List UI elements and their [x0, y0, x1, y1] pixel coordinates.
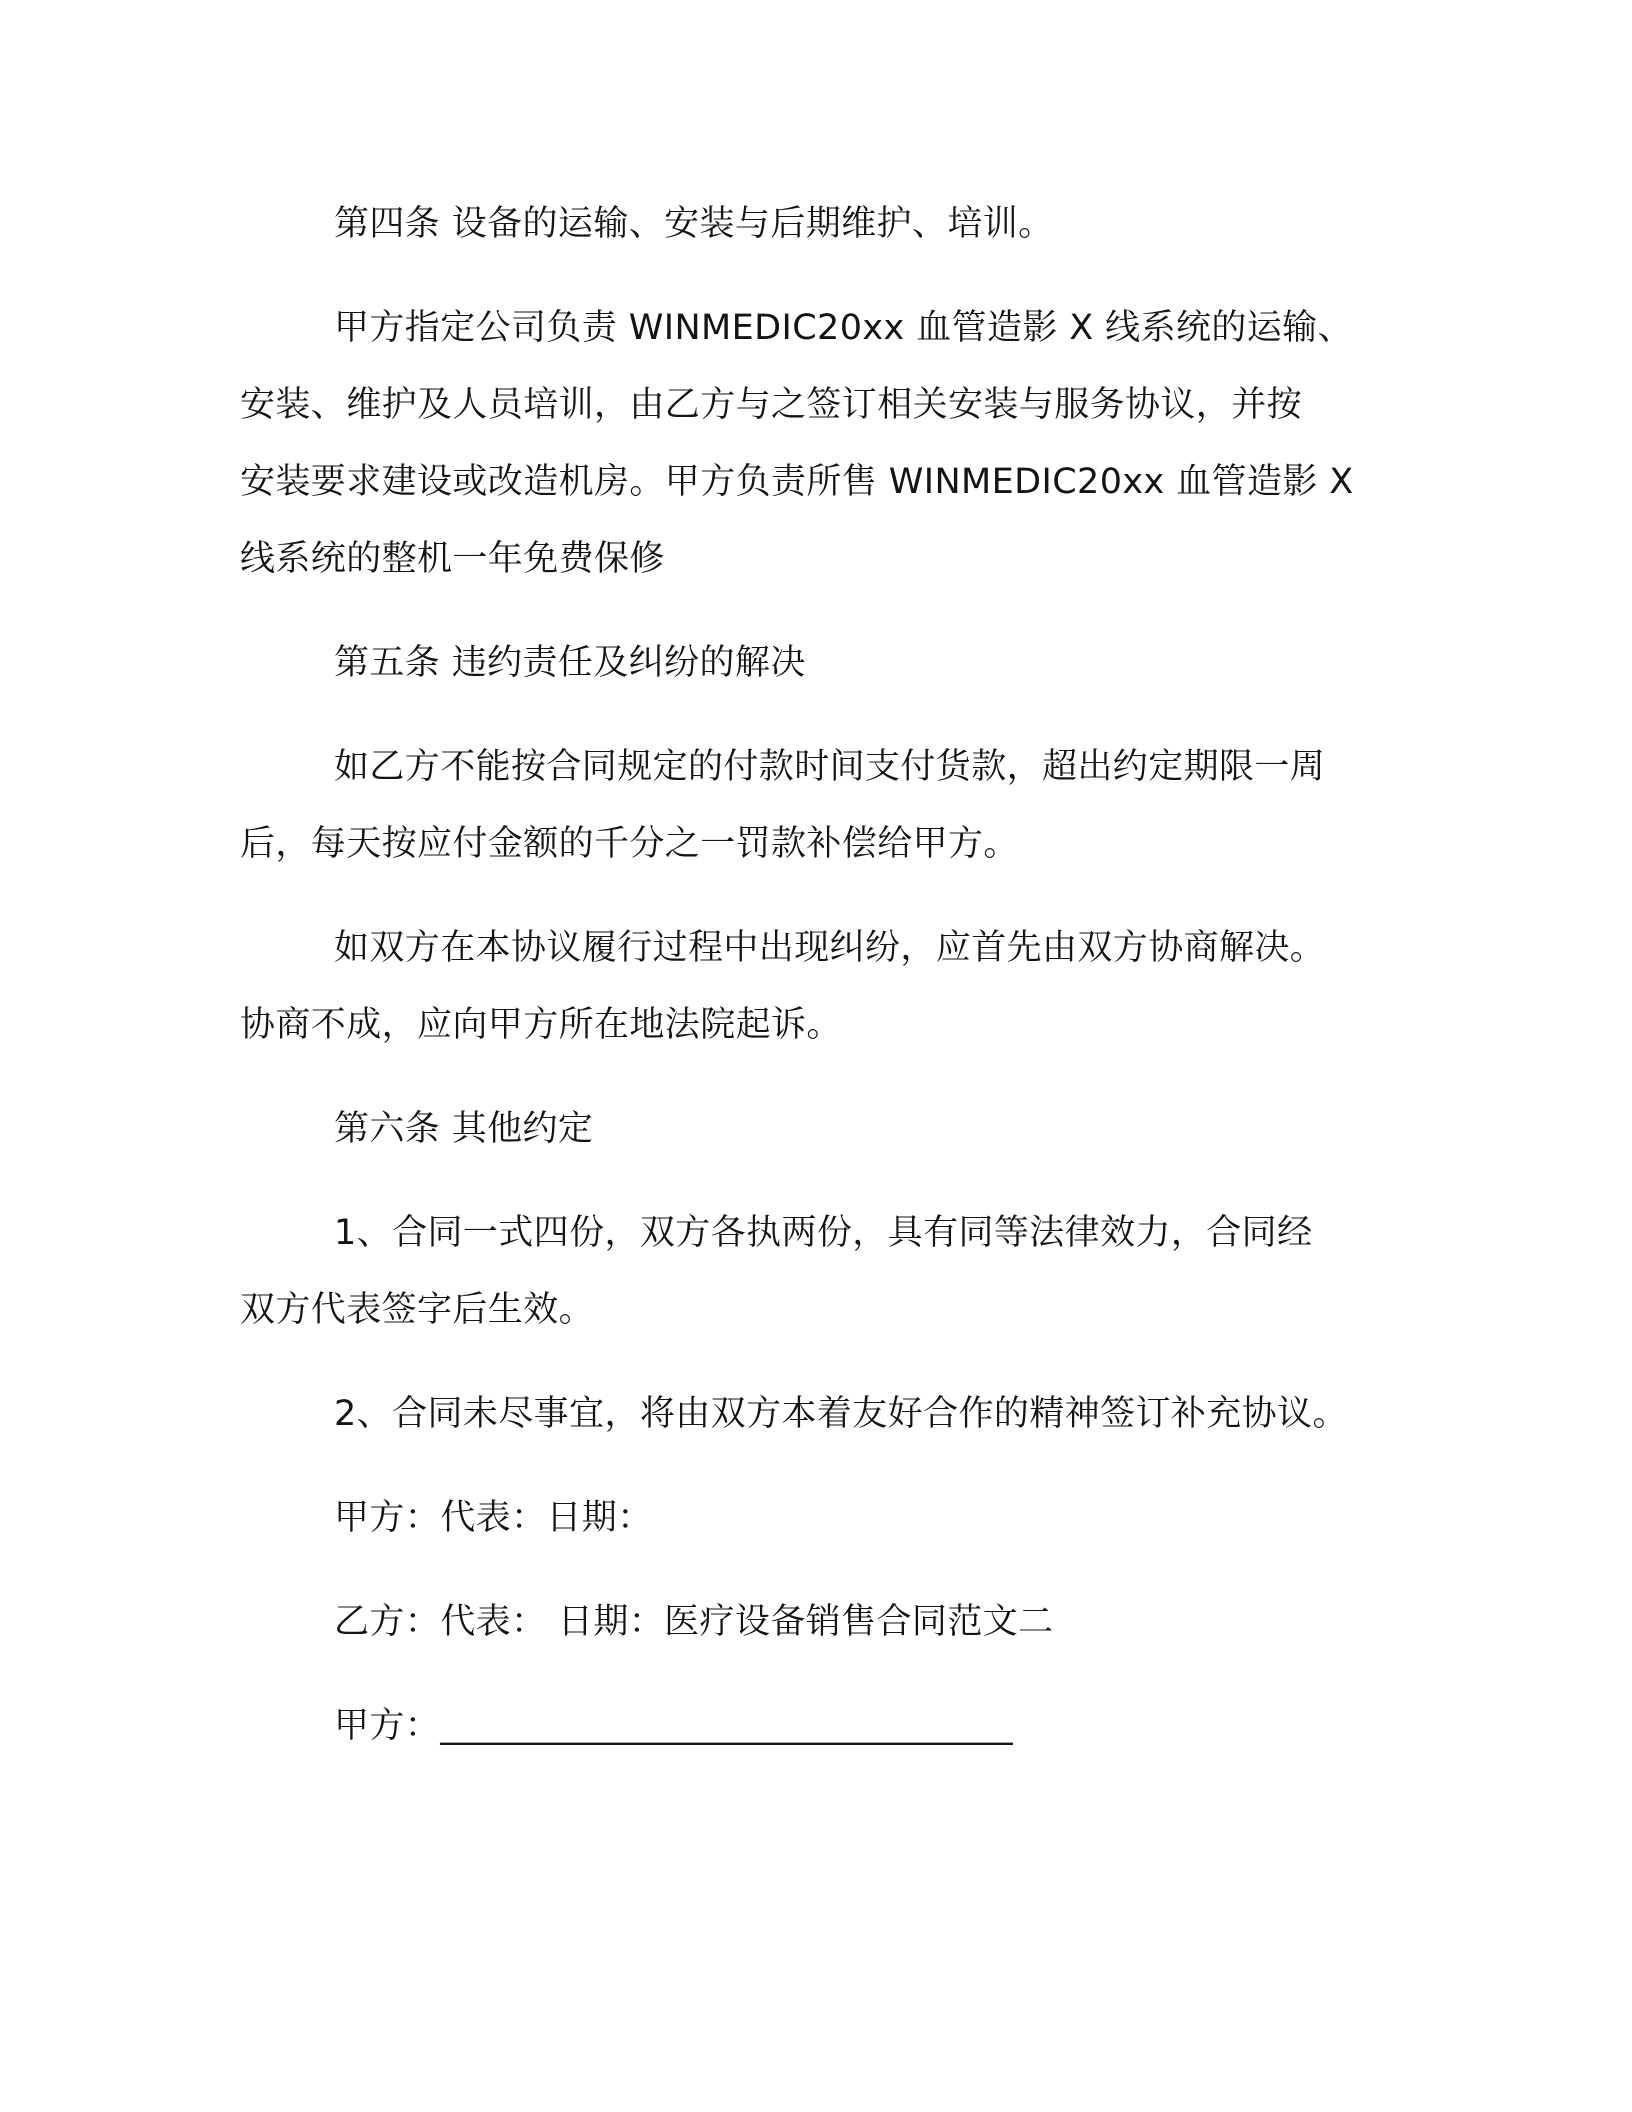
article-4-body-line: 甲方指定公司负责 WINMEDIC20xx 血管造影 X 线系统的运输、: [334, 308, 1353, 348]
article-4-title: 第四条 设备的运输、安装与后期维护、培训。: [334, 204, 1054, 244]
article-5-paragraph-1: [240, 729, 1385, 883]
party-a-blank-line: 甲方：________________________________: [334, 1706, 1014, 1746]
article-6-item-1: [240, 1195, 1385, 1349]
article-6-title: 第六条 其他约定: [334, 1109, 594, 1149]
article-4-body-line: 安装要求建设或改造机房。甲方负责所售 WINMEDIC20xx 血管造影 X: [240, 462, 1354, 502]
article-6-item-2: 2、合同未尽事宜，将由双方本着友好合作的精神签订补充协议。: [334, 1394, 1348, 1434]
article-5-title: 第五条 违约责任及纠纷的解决: [334, 643, 806, 683]
article-5-paragraph-2: [240, 910, 1385, 1064]
article-4-body-line: 安装、维护及人员培训，由乙方与之签订相关安装与服务协议，并按: [240, 385, 1303, 425]
document-body: [240, 186, 1385, 1792]
article-5-p2-line: 如双方在本协议履行过程中出现纠纷，应首先由双方协商解决。: [334, 928, 1326, 968]
article-4-body: [240, 290, 1385, 598]
party-a-signature-line: 甲方：代表：日期：: [334, 1498, 653, 1538]
article-5-p1-line: 后，每天按应付金额的千分之一罚款补偿给甲方。: [240, 824, 1019, 864]
article-5-p2-line: 协商不成，应向甲方所在地法院起诉。: [240, 1005, 842, 1045]
party-b-signature-line: 乙方：代表： 日期：医疗设备销售合同范文二: [334, 1602, 1054, 1642]
article-4-body-line: 线系统的整机一年免费保修: [240, 539, 665, 579]
article-5-p1-line: 如乙方不能按合同规定的付款时间支付货款，超出约定期限一周: [334, 747, 1326, 787]
article-6-item-1-line: 1、合同一式四份，双方各执两份，具有同等法律效力，合同经: [334, 1213, 1313, 1253]
article-6-item-1-line: 双方代表签字后生效。: [240, 1290, 595, 1330]
